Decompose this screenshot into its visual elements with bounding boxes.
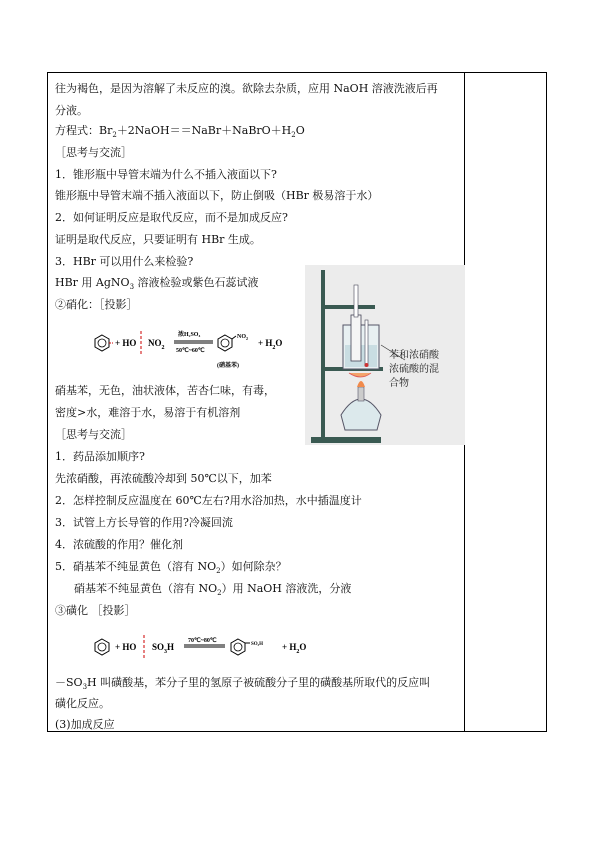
benzenesulfonic-ring-icon: [231, 639, 245, 655]
eq1-no2: $NO_2$: [148, 338, 165, 351]
answer-2: 证明是取代反应，只要证明有 HBr 生成。: [55, 233, 261, 246]
sulfonic-group-text: $-SO_3H$ 叫磺酸基，苯分子里的氢原子被硫酸分子里的磺酸基所取代的反应叫: [55, 676, 431, 692]
nitration-equation: [90, 326, 295, 370]
benzene-ring-icon: [95, 335, 109, 351]
benzene-ring-icon: [95, 639, 109, 655]
nitrobenzene-ring-icon: [218, 335, 232, 351]
eq1-condition-top: 浓H₂SO₄: [178, 332, 201, 338]
apparatus-label-line-3: 合物: [389, 378, 409, 389]
eq1-product-name: (硝基苯): [217, 363, 239, 369]
eq2-water: + $H_2O$: [282, 642, 307, 655]
eq2-ho: + HO: [115, 642, 137, 652]
sulfonation-heading: ③磺化 ［投影］: [55, 604, 136, 617]
apparatus-label: [389, 349, 439, 391]
apparatus-illustration: [305, 265, 465, 445]
equation-text: 方程式：$Br_2+2NaOH==NaBr+NaBrO+H_2O$: [55, 124, 305, 140]
text-line-2: 分液。: [55, 104, 88, 117]
sulfonation-equation: [90, 630, 330, 664]
answer-1: 锥形瓶中导管末端不插入液面以下，防止倒吸（HBr 极易溶于水）: [55, 189, 379, 202]
eq1-condition-bottom: 50℃~60℃: [176, 348, 205, 354]
question-6: 3．试管上方长导管的作用?冷凝回流: [55, 516, 233, 529]
sulfonation-definition: 磺化反应。: [55, 697, 110, 710]
question-1: 1．锥形瓶中导管末端为什么不插入液面以下?: [55, 168, 277, 181]
eq1-ho: + HO: [115, 338, 137, 348]
question-4: 1．药品添加顺序?: [55, 450, 145, 463]
question-3: 3．HBr 可以用什么来检验?: [55, 255, 194, 268]
question-2: 2．如何证明反应是取代反应，而不是加成反应?: [55, 211, 288, 224]
nitration-apparatus-image: [305, 265, 465, 445]
question-7: 4．浓硫酸的作用？催化剂: [55, 538, 183, 551]
answer-3: HBr 用 AgNO$_3$ 溶液检验或紫色石蕊试液: [55, 276, 259, 292]
nitrobenzene-property-2: 密度>水，难溶于水，易溶于有机溶剂: [55, 406, 241, 419]
eq2-condition: 70℃~80℃: [188, 638, 217, 644]
apparatus-label-line-2: 浓硫酸的混: [389, 364, 439, 375]
discussion-heading-2: ［思考与交流］: [55, 428, 132, 441]
apparatus-label-line-1: 苯和浓硝酸: [389, 350, 439, 361]
answer-8: 硝基苯不纯显黄色（溶有 $NO_2$）用 NaOH 溶液洗，分液: [74, 582, 352, 598]
answer-4: 先浓硝酸，再浓硫酸冷却到 50℃以下，加苯: [55, 472, 272, 485]
eq2-product-group: SO₃H: [251, 642, 264, 647]
question-5: 2．怎样控制反应温度在 60℃左右?用水浴加热，水中插温度计: [55, 494, 362, 507]
nitrobenzene-property-1: 硝基苯，无色，油状液体，苦杏仁味，有毒，: [55, 384, 275, 397]
text-line-1: 往为褐色，是因为溶解了未反应的溴。欲除去杂质，应用 NaOH 溶液洗液后再: [55, 82, 438, 95]
question-8: 5．硝基苯不纯显黄色（溶有 $NO_2$）如何除杂？: [55, 560, 287, 576]
eq1-product-group: $NO_2$: [237, 334, 248, 341]
eq1-water: + $H_2O$: [258, 338, 283, 351]
addition-reaction-heading: (3)加成反应: [55, 718, 115, 731]
eq2-so3h: $SO_3H$: [152, 642, 175, 655]
discussion-heading-1: ［思考与交流］: [55, 146, 132, 159]
nitration-heading: ②硝化：［投影］: [55, 298, 138, 311]
